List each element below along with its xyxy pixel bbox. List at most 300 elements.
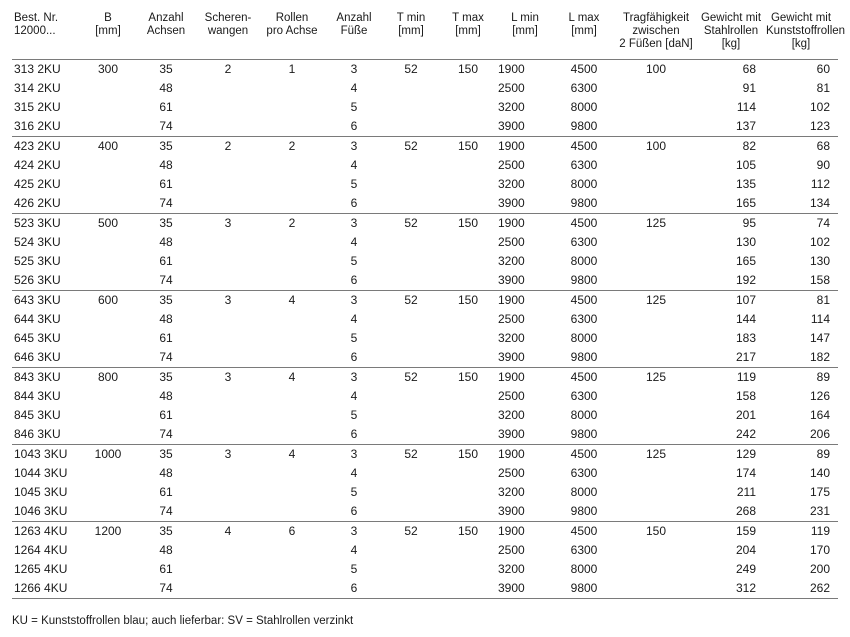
cell-rollers-per-axle <box>258 98 326 117</box>
cell-axles: 61 <box>159 562 173 576</box>
cell-l-max: 8000 <box>570 562 598 576</box>
cell-t-max <box>440 175 496 194</box>
cell-l-min: 3900 <box>496 348 554 368</box>
cell-load-capacity <box>614 579 698 599</box>
cell-l-max: 8000 <box>570 408 598 422</box>
cell-weight-steel: 68 <box>742 62 756 76</box>
cell-t-min <box>382 406 440 425</box>
cell-load-capacity: 100 <box>645 139 667 153</box>
cell-load-capacity <box>614 98 698 117</box>
cell-weight-steel: 95 <box>742 216 756 230</box>
header-rollers-per-axle: Rollen pro Achse <box>258 12 326 60</box>
cell-t-min <box>382 560 440 579</box>
cell-order-number: 1263 4KU <box>14 524 68 538</box>
cell-weight-plastic: 60 <box>816 62 830 76</box>
cell-axles: 74 <box>134 579 198 599</box>
cell-feet: 6 <box>326 502 382 522</box>
cell-weight-steel: 201 <box>735 408 756 422</box>
cell-scissor-cheeks <box>198 194 258 214</box>
cell-scissor-cheeks <box>198 541 258 560</box>
cell-l-min: 2500 <box>498 543 525 557</box>
cell-weight-plastic: 262 <box>764 579 838 599</box>
cell-t-max <box>440 560 496 579</box>
cell-rollers-per-axle <box>258 329 326 348</box>
table-row <box>12 310 838 329</box>
table-row <box>12 502 838 522</box>
cell-order-number: 526 3KU <box>12 271 82 291</box>
cell-order-number: 844 3KU <box>14 389 61 403</box>
cell-rollers-per-axle <box>258 464 326 483</box>
cell-t-min <box>382 310 440 329</box>
cell-load-capacity <box>614 387 698 406</box>
cell-order-number: 425 2KU <box>14 177 61 191</box>
cell-l-max: 4500 <box>570 293 598 307</box>
table-row <box>12 541 838 560</box>
cell-weight-plastic: 170 <box>809 543 830 557</box>
cell-scissor-cheeks <box>198 98 258 117</box>
cell-scissor-cheeks <box>198 329 258 348</box>
cell-axles: 35 <box>159 447 173 461</box>
cell-axles: 61 <box>159 100 173 114</box>
cell-rollers-per-axle <box>258 194 326 214</box>
table-row <box>12 464 838 483</box>
cell-t-min <box>382 233 440 252</box>
table-row <box>12 98 838 117</box>
cell-t-max: 150 <box>457 447 479 461</box>
cell-t-min <box>382 541 440 560</box>
cell-feet: 5 <box>350 177 358 191</box>
cell-scissor-cheeks <box>198 502 258 522</box>
cell-l-max: 4500 <box>570 216 598 230</box>
cell-l-max: 8000 <box>570 254 598 268</box>
cell-weight-plastic: 119 <box>810 524 830 538</box>
cell-width-b <box>82 271 134 291</box>
cell-l-min: 2500 <box>498 235 525 249</box>
cell-load-capacity <box>614 425 698 445</box>
cell-t-min <box>382 156 440 175</box>
cell-t-max: 150 <box>457 139 479 153</box>
cell-scissor-cheeks <box>198 579 258 599</box>
cell-order-number: 524 3KU <box>14 235 61 249</box>
cell-order-number: 426 2KU <box>12 194 82 214</box>
cell-width-b: 400 <box>97 139 119 153</box>
cell-load-capacity <box>614 233 698 252</box>
cell-l-min: 3900 <box>496 194 554 214</box>
cell-load-capacity: 100 <box>645 62 667 76</box>
cell-load-capacity <box>614 464 698 483</box>
cell-weight-steel: 82 <box>742 139 756 153</box>
cell-feet: 6 <box>326 194 382 214</box>
cell-t-min <box>382 271 440 291</box>
table-row <box>12 137 838 157</box>
cell-l-max: 6300 <box>570 543 598 557</box>
cell-width-b <box>82 464 134 483</box>
cell-axles: 74 <box>134 502 198 522</box>
cell-feet: 3 <box>350 370 358 384</box>
cell-order-number: 645 3KU <box>14 331 61 345</box>
cell-weight-plastic: 89 <box>816 447 830 461</box>
cell-scissor-cheeks <box>198 233 258 252</box>
table-row <box>12 522 838 542</box>
cell-feet: 6 <box>326 271 382 291</box>
cell-order-number: 845 3KU <box>14 408 61 422</box>
cell-rollers-per-axle <box>258 483 326 502</box>
cell-order-number: 646 3KU <box>12 348 82 368</box>
cell-weight-steel: 130 <box>735 235 756 249</box>
cell-l-max: 4500 <box>570 139 598 153</box>
cell-t-min: 52 <box>404 216 418 230</box>
cell-t-max <box>440 79 496 98</box>
cell-load-capacity <box>614 79 698 98</box>
cell-rollers-per-axle: 4 <box>288 293 296 307</box>
cell-weight-plastic: 102 <box>809 235 830 249</box>
cell-axles: 61 <box>159 254 173 268</box>
cell-axles: 61 <box>159 408 173 422</box>
cell-rollers-per-axle <box>258 502 326 522</box>
cell-axles: 35 <box>159 293 173 307</box>
cell-order-number: 1046 3KU <box>12 502 82 522</box>
cell-weight-plastic: 68 <box>816 139 830 153</box>
cell-load-capacity: 125 <box>645 370 667 384</box>
cell-rollers-per-axle <box>258 233 326 252</box>
cell-width-b <box>82 252 134 271</box>
cell-l-min: 3900 <box>496 117 554 137</box>
cell-scissor-cheeks: 3 <box>224 293 232 307</box>
cell-weight-plastic: 89 <box>816 370 830 384</box>
cell-axles: 48 <box>159 312 173 326</box>
cell-rollers-per-axle <box>258 541 326 560</box>
cell-axles: 61 <box>159 485 173 499</box>
cell-feet: 5 <box>350 100 358 114</box>
cell-weight-steel: 107 <box>735 293 756 307</box>
cell-l-max: 4500 <box>570 524 598 538</box>
cell-feet: 5 <box>350 485 358 499</box>
cell-t-max <box>440 406 496 425</box>
cell-l-min: 3200 <box>498 254 525 268</box>
cell-weight-steel: 135 <box>735 177 756 191</box>
table-row <box>12 233 838 252</box>
cell-rollers-per-axle <box>258 387 326 406</box>
cell-weight-plastic: 123 <box>764 117 838 137</box>
cell-rollers-per-axle <box>258 348 326 368</box>
cell-l-max: 6300 <box>570 235 598 249</box>
cell-l-max: 9800 <box>554 117 614 137</box>
table-row <box>12 348 838 368</box>
cell-weight-plastic: 81 <box>816 81 830 95</box>
cell-width-b: 500 <box>97 216 119 230</box>
cell-order-number: 843 3KU <box>14 370 61 384</box>
cell-l-min: 1900 <box>498 216 525 230</box>
cell-t-min: 52 <box>404 524 418 538</box>
cell-scissor-cheeks <box>198 252 258 271</box>
cell-scissor-cheeks <box>198 464 258 483</box>
cell-weight-plastic: 182 <box>764 348 838 368</box>
cell-load-capacity <box>614 156 698 175</box>
cell-t-max <box>440 117 496 137</box>
cell-width-b <box>82 233 134 252</box>
cell-l-min: 3200 <box>498 485 525 499</box>
table-row <box>12 445 838 465</box>
cell-l-min: 3900 <box>496 425 554 445</box>
cell-width-b <box>82 541 134 560</box>
cell-l-max: 4500 <box>570 62 598 76</box>
cell-load-capacity <box>614 560 698 579</box>
cell-t-min <box>382 175 440 194</box>
cell-l-min: 1900 <box>498 524 525 538</box>
cell-rollers-per-axle <box>258 156 326 175</box>
cell-feet: 4 <box>350 235 358 249</box>
cell-t-max <box>440 387 496 406</box>
header-feet: Anzahl Füße <box>326 12 382 60</box>
cell-t-min <box>382 329 440 348</box>
header-order-number: Best. Nr. 12000... <box>12 12 82 60</box>
cell-width-b <box>82 348 134 368</box>
cell-scissor-cheeks <box>198 387 258 406</box>
cell-width-b <box>82 560 134 579</box>
cell-t-min <box>382 348 440 368</box>
cell-l-min: 3200 <box>498 408 525 422</box>
cell-axles: 61 <box>159 331 173 345</box>
cell-axles: 74 <box>134 348 198 368</box>
cell-feet: 4 <box>350 389 358 403</box>
cell-l-min: 2500 <box>498 389 525 403</box>
cell-order-number: 523 3KU <box>14 216 61 230</box>
cell-axles: 48 <box>159 158 173 172</box>
cell-order-number: 1045 3KU <box>14 485 68 499</box>
cell-order-number: 1044 3KU <box>14 466 68 480</box>
cell-rollers-per-axle: 6 <box>288 524 296 538</box>
cell-l-max: 4500 <box>570 447 598 461</box>
cell-feet: 6 <box>326 579 382 599</box>
cell-width-b <box>82 79 134 98</box>
cell-feet: 6 <box>326 348 382 368</box>
cell-width-b <box>82 156 134 175</box>
cell-weight-plastic: 90 <box>816 158 830 172</box>
cell-load-capacity <box>614 483 698 502</box>
cell-l-min: 1900 <box>498 293 525 307</box>
cell-weight-plastic: 130 <box>809 254 830 268</box>
cell-feet: 4 <box>350 81 358 95</box>
cell-scissor-cheeks <box>198 483 258 502</box>
cell-feet: 4 <box>350 543 358 557</box>
cell-l-max: 4500 <box>570 370 598 384</box>
cell-t-min <box>382 98 440 117</box>
cell-l-min: 1900 <box>498 62 525 76</box>
header-scissor-cheeks: Scheren- wangen <box>198 12 258 60</box>
cell-weight-steel: 165 <box>698 194 764 214</box>
cell-scissor-cheeks <box>198 310 258 329</box>
cell-t-min <box>382 483 440 502</box>
cell-scissor-cheeks: 2 <box>224 62 232 76</box>
cell-weight-steel: 204 <box>735 543 756 557</box>
cell-t-min <box>382 194 440 214</box>
cell-l-max: 9800 <box>554 348 614 368</box>
table-row <box>12 406 838 425</box>
cell-t-max: 150 <box>457 293 479 307</box>
cell-weight-steel: 144 <box>735 312 756 326</box>
cell-axles: 74 <box>134 271 198 291</box>
cell-scissor-cheeks <box>198 117 258 137</box>
cell-order-number: 315 2KU <box>14 100 61 114</box>
cell-load-capacity <box>614 406 698 425</box>
cell-l-max: 6300 <box>570 312 598 326</box>
cell-width-b <box>82 310 134 329</box>
cell-l-min: 1900 <box>498 370 525 384</box>
cell-order-number: 1043 3KU <box>14 447 68 461</box>
cell-t-max <box>440 579 496 599</box>
cell-width-b: 800 <box>97 370 119 384</box>
cell-weight-plastic: 134 <box>764 194 838 214</box>
cell-order-number: 525 3KU <box>14 254 61 268</box>
cell-weight-plastic: 112 <box>810 177 830 191</box>
cell-t-max <box>440 483 496 502</box>
table-row <box>12 560 838 579</box>
header-l-min: L min [mm] <box>496 12 554 60</box>
cell-weight-steel: 192 <box>698 271 764 291</box>
cell-weight-steel: 249 <box>735 562 756 576</box>
cell-weight-steel: 137 <box>698 117 764 137</box>
cell-l-min: 3900 <box>496 271 554 291</box>
cell-axles: 35 <box>159 139 173 153</box>
cell-weight-steel: 114 <box>736 100 756 114</box>
cell-rollers-per-axle <box>258 79 326 98</box>
table-row <box>12 214 838 234</box>
cell-feet: 6 <box>326 425 382 445</box>
cell-axles: 48 <box>159 466 173 480</box>
cell-l-min: 3900 <box>496 502 554 522</box>
cell-feet: 3 <box>350 447 358 461</box>
table-row <box>12 156 838 175</box>
cell-feet: 6 <box>326 117 382 137</box>
cell-width-b: 1000 <box>94 447 122 461</box>
cell-load-capacity <box>614 502 698 522</box>
cell-l-min: 3200 <box>498 100 525 114</box>
cell-feet: 3 <box>350 139 358 153</box>
cell-axles: 74 <box>134 117 198 137</box>
table-row <box>12 194 838 214</box>
cell-t-min <box>382 387 440 406</box>
cell-axles: 35 <box>159 370 173 384</box>
cell-width-b <box>82 175 134 194</box>
cell-order-number: 1264 4KU <box>14 543 68 557</box>
cell-scissor-cheeks <box>198 271 258 291</box>
cell-feet: 3 <box>350 62 358 76</box>
cell-l-max: 8000 <box>570 485 598 499</box>
cell-t-min <box>382 79 440 98</box>
cell-scissor-cheeks <box>198 79 258 98</box>
cell-t-max: 150 <box>457 216 479 230</box>
cell-scissor-cheeks: 3 <box>224 216 232 230</box>
table-row <box>12 387 838 406</box>
cell-rollers-per-axle <box>258 425 326 445</box>
table-row <box>12 271 838 291</box>
cell-order-number: 423 2KU <box>14 139 61 153</box>
cell-rollers-per-axle: 2 <box>288 216 296 230</box>
cell-width-b <box>82 117 134 137</box>
cell-load-capacity <box>614 194 698 214</box>
cell-l-min: 2500 <box>498 158 525 172</box>
cell-scissor-cheeks: 4 <box>224 524 232 538</box>
cell-weight-steel: 158 <box>735 389 756 403</box>
cell-feet: 3 <box>350 524 358 538</box>
cell-rollers-per-axle <box>258 117 326 137</box>
cell-t-max <box>440 271 496 291</box>
cell-scissor-cheeks <box>198 406 258 425</box>
cell-weight-plastic: 206 <box>764 425 838 445</box>
cell-l-max: 9800 <box>554 425 614 445</box>
cell-t-max <box>440 194 496 214</box>
table-body <box>12 60 838 599</box>
cell-l-min: 3200 <box>498 177 525 191</box>
cell-t-max <box>440 233 496 252</box>
cell-axles: 35 <box>159 216 173 230</box>
cell-l-max: 6300 <box>570 466 598 480</box>
cell-weight-steel: 119 <box>736 370 756 384</box>
cell-load-capacity: 150 <box>645 524 667 538</box>
cell-t-min: 52 <box>404 139 418 153</box>
cell-weight-steel: 129 <box>735 447 756 461</box>
cell-width-b: 600 <box>97 293 119 307</box>
cell-load-capacity <box>614 271 698 291</box>
cell-rollers-per-axle <box>258 252 326 271</box>
cell-t-min: 52 <box>404 447 418 461</box>
cell-order-number: 1266 4KU <box>12 579 82 599</box>
cell-t-max <box>440 252 496 271</box>
cell-load-capacity <box>614 541 698 560</box>
cell-t-max <box>440 348 496 368</box>
cell-l-min: 3200 <box>498 331 525 345</box>
cell-l-max: 9800 <box>554 271 614 291</box>
cell-weight-steel: 159 <box>735 524 756 538</box>
table-row <box>12 175 838 194</box>
cell-t-min <box>382 425 440 445</box>
cell-t-max <box>440 156 496 175</box>
cell-load-capacity: 125 <box>645 447 667 461</box>
cell-order-number: 643 3KU <box>14 293 61 307</box>
cell-l-max: 6300 <box>570 81 598 95</box>
cell-load-capacity <box>614 310 698 329</box>
cell-width-b <box>82 502 134 522</box>
cell-rollers-per-axle <box>258 560 326 579</box>
cell-weight-steel: 183 <box>735 331 756 345</box>
cell-width-b: 1200 <box>94 524 122 538</box>
cell-t-min: 52 <box>404 62 418 76</box>
cell-scissor-cheeks <box>198 156 258 175</box>
header-l-max: L max [mm] <box>554 12 614 60</box>
cell-axles: 48 <box>159 81 173 95</box>
cell-scissor-cheeks <box>198 425 258 445</box>
cell-rollers-per-axle <box>258 175 326 194</box>
cell-axles: 61 <box>159 177 173 191</box>
cell-axles: 35 <box>159 524 173 538</box>
header-t-max: T max [mm] <box>440 12 496 60</box>
cell-width-b <box>82 329 134 348</box>
cell-axles: 48 <box>159 543 173 557</box>
cell-l-max: 9800 <box>554 579 614 599</box>
cell-rollers-per-axle <box>258 310 326 329</box>
header-t-min: T min [mm] <box>382 12 440 60</box>
cell-weight-plastic: 158 <box>764 271 838 291</box>
cell-l-min: 1900 <box>498 139 525 153</box>
product-spec-table <box>12 12 846 599</box>
cell-axles: 48 <box>159 235 173 249</box>
cell-axles: 35 <box>159 62 173 76</box>
cell-order-number: 313 2KU <box>14 62 61 76</box>
table-row <box>12 483 838 502</box>
cell-rollers-per-axle <box>258 579 326 599</box>
cell-feet: 4 <box>350 158 358 172</box>
header-weight-steel: Gewicht mit Stahlrollen [kg] <box>698 12 764 60</box>
